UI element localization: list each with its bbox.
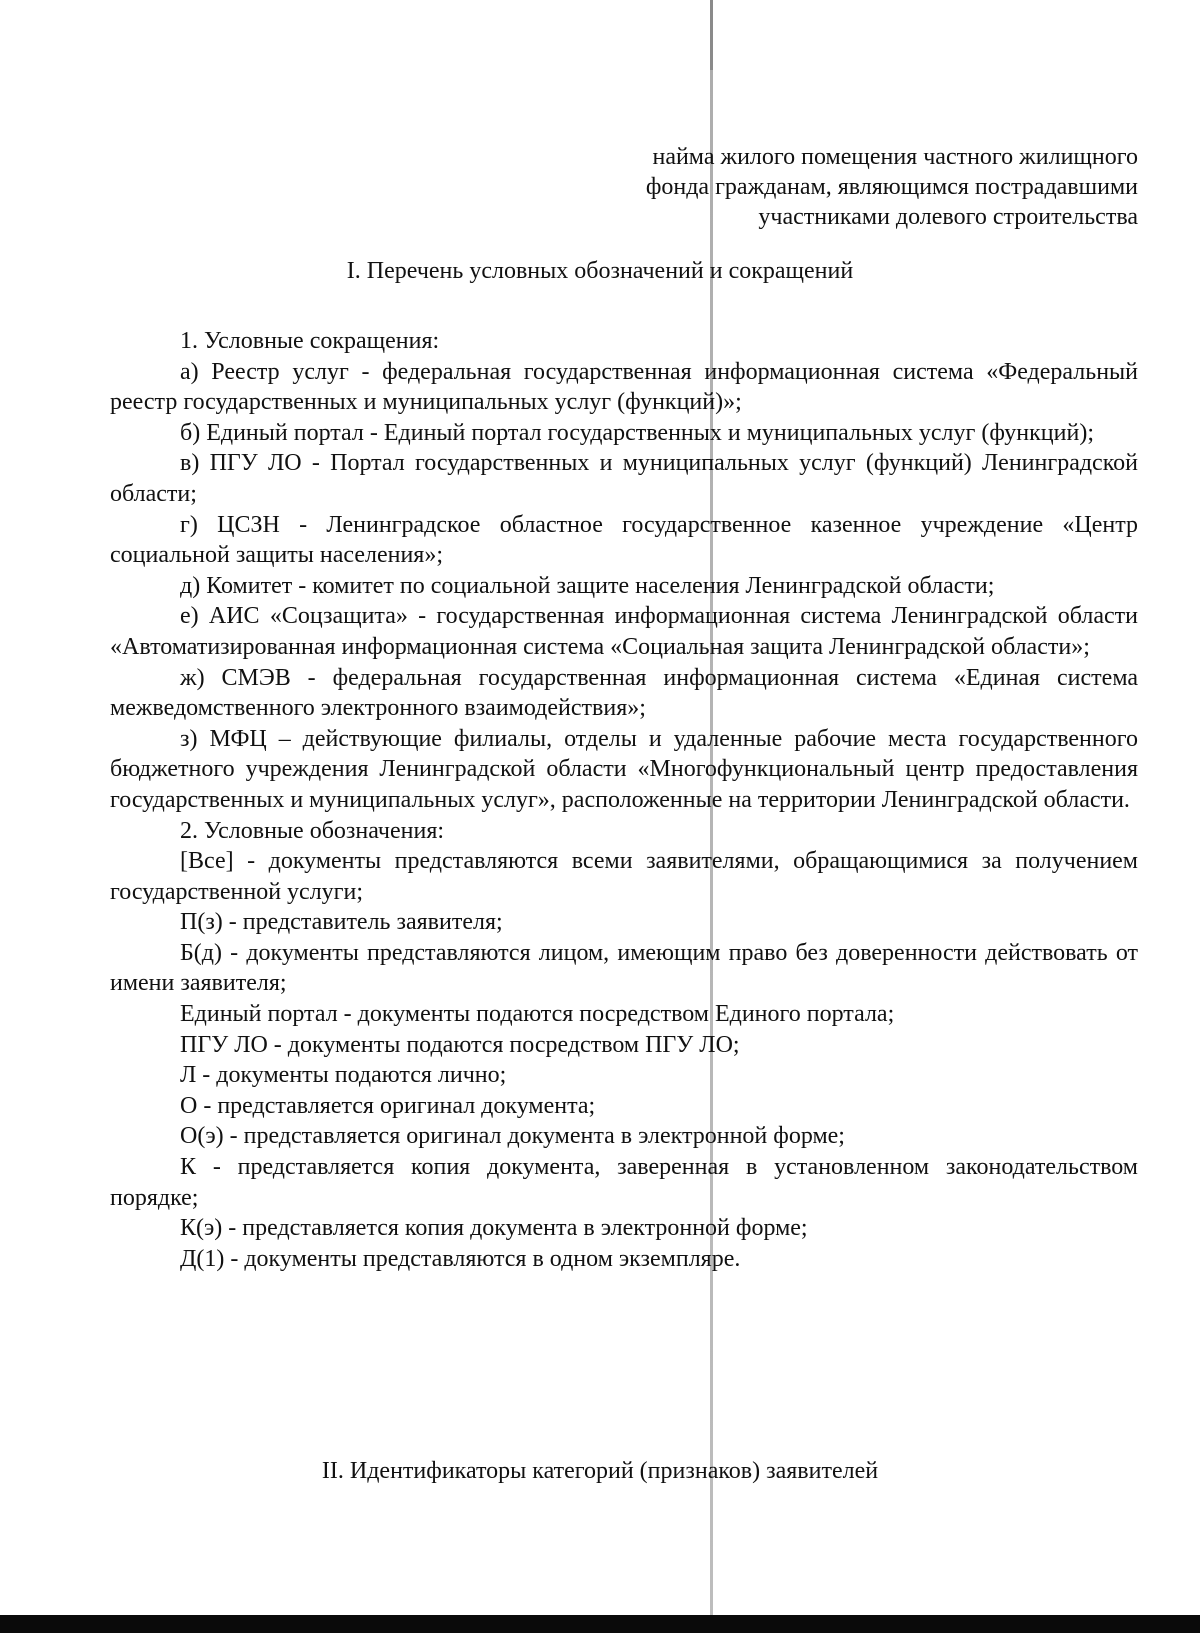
paragraph-d1: Д(1) - документы представляются в одном экземпляре. <box>180 1245 741 1272</box>
header-line-1: найма жилого помещения частного жилищного <box>652 144 1138 170</box>
paragraph-ke: К(э) - представляется копия документа в электронной форме; <box>180 1215 808 1242</box>
paragraph-o: О - представляется оригинал документа; <box>180 1092 596 1119</box>
document-body <box>110 326 1138 1274</box>
header-line-3: участниками долевого строительства <box>758 204 1138 230</box>
paragraph-a: а) Реестр услуг - федеральная государственная информационная система «Федеральный реестр государственных и муниципальных услуг (функций)»; <box>110 358 1138 416</box>
paragraph-b: б) Единый портал - Единый портал государственных и муниципальных услуг (функций); <box>180 419 1094 446</box>
paragraph-v: в) ПГУ ЛО - Портал государственных и муниципальных услуг (функций) Ленинградской области; <box>110 450 1138 507</box>
paragraph-zh: ж) СМЭВ - федеральная государственная информационная система «Единая система межведомственного электронного взаимодействия»; <box>110 664 1138 722</box>
paragraph-k: К - представляется копия документа, заверенная в установленном законодательством порядке; <box>110 1154 1138 1211</box>
paragraph-e: е) АИС «Соцзащита» - государственная информационная система Ленинградской области «Автоматизированная информационная система «Социальная защита Ленинградской области»; <box>110 603 1138 660</box>
paragraph-oe: О(э) - представляется оригинал документа в электронной форме; <box>180 1123 845 1150</box>
paragraph-pz: П(з) - представитель заявителя; <box>180 909 503 936</box>
paragraph-all: [Все] - документы представляются всеми заявителями, обращающимися за получением государственной услуги; <box>110 848 1138 905</box>
paragraph-bd: Б(д) - документы представляются лицом, имеющим право без доверенности действовать от имени заявителя; <box>110 939 1138 997</box>
scan-bottom-edge <box>0 1615 1200 1633</box>
section-1-title: I. Перечень условных обозначений и сокращений <box>346 258 854 284</box>
document-header <box>646 142 1138 232</box>
paragraph-l: Л - документы подаются лично; <box>180 1062 507 1089</box>
paragraph-pgu-lo: ПГУ ЛО - документы подаются посредством ПГУ ЛО; <box>180 1031 740 1058</box>
paragraph-d: д) Комитет - комитет по социальной защите населения Ленинградской области; <box>180 572 995 599</box>
paragraph-notations-heading: 2. Условные обозначения: <box>180 817 445 844</box>
header-line-2: фонда гражданам, являющимся пострадавшими <box>645 174 1138 200</box>
paragraph-abbreviations-heading: 1. Условные сокращения: <box>180 328 440 354</box>
paragraph-g: г) ЦСЗН - Ленинградское областное государственное казенное учреждение «Центр социальной защиты населения»; <box>110 511 1138 569</box>
section-2-title: II. Идентификаторы категорий (признаков) заявителей <box>321 1458 879 1484</box>
paragraph-z: з) МФЦ – действующие филиалы, отделы и удаленные рабочие места государственного бюджетного учреждения Ленинградской области «Многофункциональный центр предоставления государственных и муниципальных услуг», расположенные на территории Ленинградской области. <box>110 725 1138 813</box>
paragraph-single-portal: Единый портал - документы подаются посредством Единого портала; <box>180 1001 895 1028</box>
